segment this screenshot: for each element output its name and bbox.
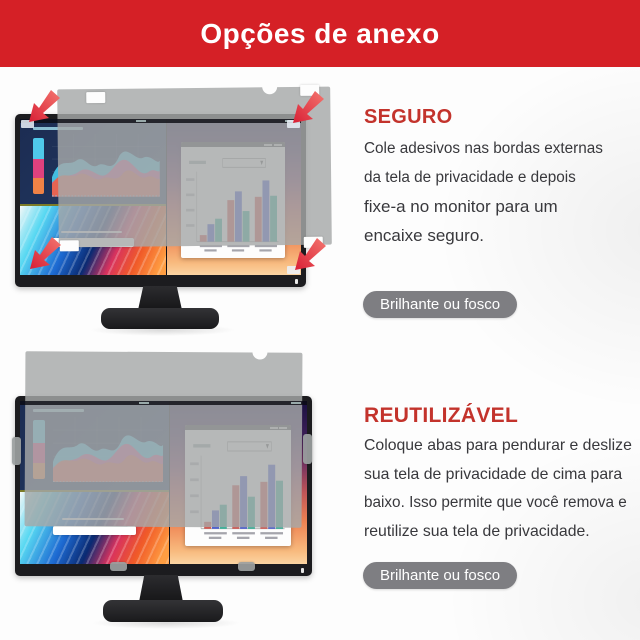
body-line: baixo. Isso permite que você remova e <box>364 494 627 511</box>
body-line: Coloque abas para pendurar e deslize <box>364 437 632 454</box>
section-seguro <box>364 106 636 254</box>
hanging-tab-icon <box>110 562 127 571</box>
hanging-tab-icon <box>12 437 21 465</box>
finger-notch <box>252 351 267 359</box>
floor-shadow <box>90 324 235 336</box>
privacy-screen-sheet-bottom <box>25 351 303 527</box>
finish-badge: Brilhante ou fosco <box>363 562 517 589</box>
page-title: Opções de anexo <box>200 17 440 49</box>
section-reutilizavel <box>364 404 636 551</box>
body-line: da tela de privacidade e depois <box>364 168 576 186</box>
body-line: Cole adesivos nas bordas externas <box>364 140 603 157</box>
search-bar <box>53 526 136 535</box>
finger-notch <box>262 86 277 94</box>
corner-arrow-icon <box>290 88 328 126</box>
body-line: fixe-a no monitor para um <box>364 197 558 216</box>
finish-badge: Brilhante ou fosco <box>363 291 517 318</box>
body-line: sua tela de privacidade de cima para <box>364 465 623 483</box>
body-line: encaixe seguro. <box>364 225 485 245</box>
floor-shadow <box>92 617 240 629</box>
corner-arrow-icon <box>27 234 65 272</box>
section-heading: SEGURO <box>364 106 453 128</box>
title-banner <box>0 0 640 67</box>
section-heading: REUTILIZÁVEL <box>364 404 519 427</box>
hanging-tab-icon <box>303 434 312 464</box>
screen-window-titlebar <box>20 401 307 405</box>
power-led <box>295 279 298 284</box>
adhesive-tab-icon <box>86 92 105 103</box>
hanging-tab-icon <box>238 562 255 571</box>
monitor-bottom-stand-neck <box>139 575 183 602</box>
corner-arrow-icon <box>26 87 64 125</box>
monitor-top-stand-neck <box>138 286 182 310</box>
power-led <box>301 568 304 573</box>
stacked-bar-chart <box>33 138 44 194</box>
corner-arrow-icon <box>292 235 330 273</box>
body-line: reutilize sua tela de privacidade. <box>364 522 590 540</box>
